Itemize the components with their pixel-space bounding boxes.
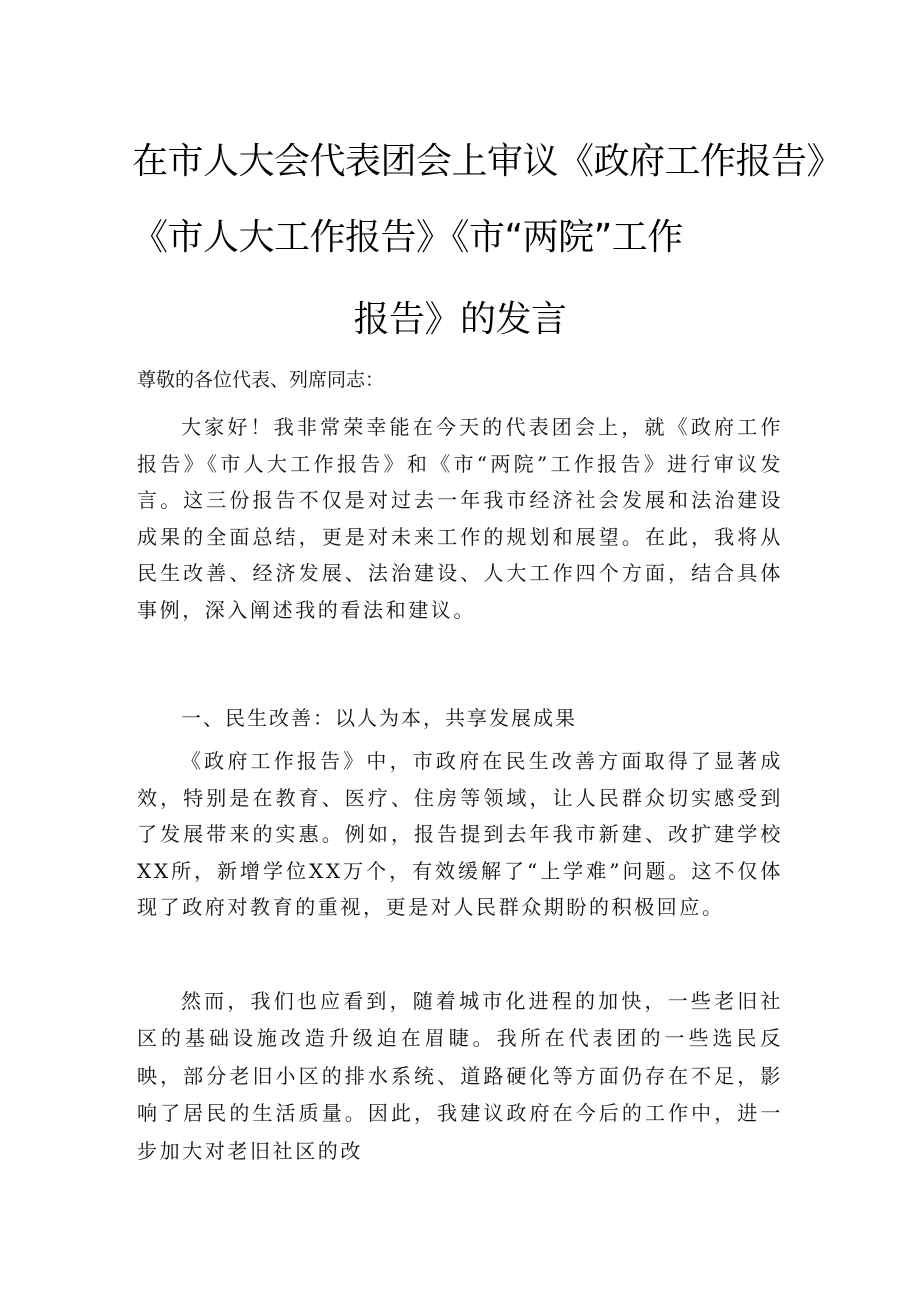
document-title-line-3: 报告》的发言 — [353, 299, 567, 340]
document-title-line-2: 《市人大工作报告》《市“两院”工作 — [132, 217, 683, 258]
document-title-line-1: 在市人大会代表团会上审议《政府工作报告》 — [132, 141, 843, 182]
paragraph-intro: 大家好！我非常荣幸能在今天的代表团会上，就《政府工作报告》《市人大工作报告》和《市“两院”工作报告》进行审议发言。这三份报告不仅是对过去一年我市经济社会发展和法治建设成果的全面总结，更是对未来工作的规划和展望。在此，我将从民生改善、经济发展、法治建设、人大工作四个方面，结合具体事例，深入阐述我的看法和建议。 — [137, 415, 783, 622]
paragraph-government-report: 《政府工作报告》中，市政府在民生改善方面取得了显著成效，特别是在教育、医疗、住房等领域，让人民群众切实感受到了发展带来的实惠。例如，报告提到去年我市新建、改扩建学校XX所，新增学位XX万个，有效缓解了“上学难”问题。这不仅体现了政府对教育的重视，更是对人民群众期盼的积极回应。 — [137, 749, 783, 920]
paragraph-old-communities: 然而，我们也应看到，随着城市化进程的加快，一些老旧社区的基础设施改造升级迫在眉睫。我所在代表团的一些选民反映，部分老旧小区的排水系统、道路硬化等方面仍存在不足，影响了居民的生活质量。因此，我建议政府在今后的工作中，进一步加大对老旧社区的改 — [137, 989, 783, 1163]
section-heading-livelihood: 一、民生改善：以人为本，共享发展成果 — [181, 706, 577, 730]
greeting: 尊敬的各位代表、列席同志： — [137, 369, 385, 391]
